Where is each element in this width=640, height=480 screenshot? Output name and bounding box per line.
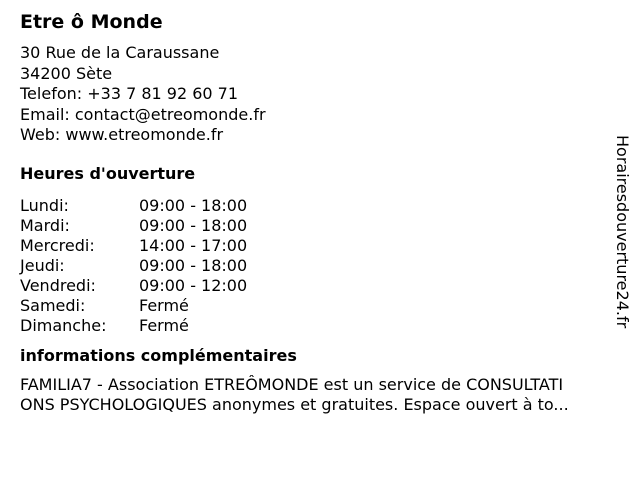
day-label: Jeudi: — [20, 255, 65, 275]
hours-row-mercredi — [20, 236, 620, 256]
business-card — [20, 10, 620, 416]
info-heading: informations complémentaires — [20, 345, 297, 365]
day-hours: 14:00 - 17:00 — [139, 235, 248, 255]
info-text-line: ONS PSYCHOLOGIQUES anonymes et gratuites. Espace ouvert à to... — [20, 395, 569, 414]
phone-line: Telefon: +33 7 81 92 60 71 — [20, 84, 239, 103]
info-description — [20, 375, 622, 416]
day-label: Dimanche: — [20, 315, 107, 335]
hours-row-lundi — [20, 196, 620, 216]
day-label: Vendredi: — [20, 275, 96, 295]
day-hours: 09:00 - 18:00 — [139, 255, 248, 275]
day-hours: 09:00 - 18:00 — [139, 195, 248, 215]
day-label: Samedi: — [20, 295, 86, 315]
address-block — [20, 43, 620, 146]
day-hours: 09:00 - 12:00 — [139, 275, 248, 295]
day-label: Mercredi: — [20, 235, 95, 255]
day-hours: Fermé — [139, 315, 189, 335]
web-line: Web: www.etreomonde.fr — [20, 125, 224, 144]
hours-row-dimanche — [20, 316, 620, 336]
hours-row-vendredi — [20, 276, 620, 296]
site-watermark: Horairesdouverture24.fr — [613, 135, 632, 329]
day-hours: Fermé — [139, 295, 189, 315]
info-text-line: FAMILIA7 - Association ETREÔMONDE est un service de CONSULTATI — [20, 374, 564, 394]
street-address: 30 Rue de la Caraussane — [20, 43, 220, 62]
day-label: Lundi: — [20, 195, 69, 215]
hours-row-samedi — [20, 296, 620, 316]
day-hours: 09:00 - 18:00 — [139, 215, 248, 235]
hours-row-jeudi — [20, 256, 620, 276]
email-line: Email: contact@etreomonde.fr — [20, 104, 266, 124]
hours-table — [20, 196, 620, 336]
day-label: Mardi: — [20, 215, 70, 235]
postal-city: 34200 Sète — [20, 63, 113, 83]
business-name: Etre ô Monde — [20, 11, 163, 33]
hours-row-mardi — [20, 216, 620, 236]
hours-heading: Heures d'ouverture — [20, 163, 196, 183]
